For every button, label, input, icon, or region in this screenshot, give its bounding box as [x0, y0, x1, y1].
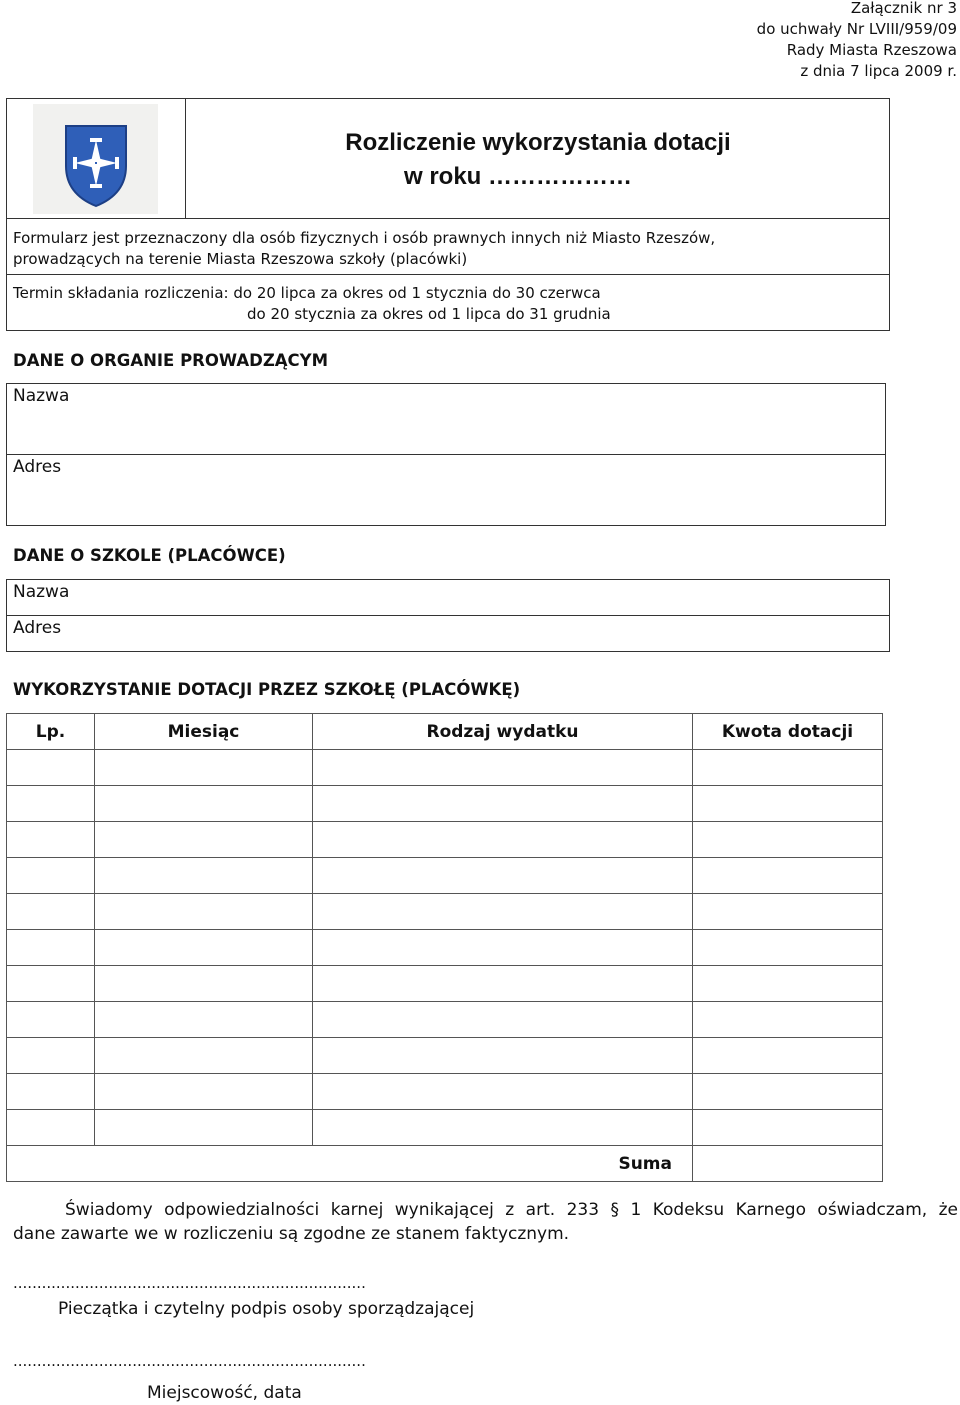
sum-label: Suma: [618, 1153, 672, 1174]
expense-type-cell[interactable]: [313, 1074, 693, 1110]
amount-cell[interactable]: [693, 858, 883, 894]
sum-amount-cell[interactable]: [693, 1146, 883, 1182]
table-row: [7, 822, 883, 858]
month-cell[interactable]: [95, 894, 313, 930]
rzeszow-crest-icon: [33, 104, 158, 214]
title-year-line: w roku ………………: [403, 163, 632, 190]
table-row: [7, 750, 883, 786]
expense-type-cell[interactable]: [313, 1110, 693, 1146]
table-body: [7, 750, 883, 1146]
month-cell[interactable]: [95, 858, 313, 894]
purpose-text: [13, 228, 883, 270]
table-row: [7, 966, 883, 1002]
lp-cell[interactable]: [7, 1074, 95, 1110]
amount-cell[interactable]: [693, 966, 883, 1002]
lp-cell[interactable]: [7, 930, 95, 966]
amount-cell[interactable]: [693, 930, 883, 966]
title-line: Rozliczenie wykorzystania dotacji: [345, 129, 731, 156]
expense-type-cell[interactable]: [313, 786, 693, 822]
purpose-line: Formularz jest przeznaczony dla osób fizycznych i osób prawnych innych niż Miasto Rzeszów,: [13, 229, 716, 247]
column-header-lp: Lp.: [7, 714, 95, 750]
expense-type-cell[interactable]: [313, 894, 693, 930]
table-row: [7, 894, 883, 930]
field-divider: [6, 615, 890, 616]
school-name-label: Nazwa: [13, 582, 70, 602]
month-cell[interactable]: [95, 1038, 313, 1074]
expense-type-cell[interactable]: [313, 966, 693, 1002]
expense-type-cell[interactable]: [313, 1002, 693, 1038]
annex-line: do uchwały Nr LVIII/959/09: [756, 20, 957, 38]
table-row: [7, 930, 883, 966]
month-cell[interactable]: [95, 1110, 313, 1146]
sum-row: [7, 1146, 883, 1182]
amount-cell[interactable]: [693, 1110, 883, 1146]
lp-cell[interactable]: [7, 1110, 95, 1146]
expense-type-cell[interactable]: [313, 930, 693, 966]
month-cell[interactable]: [95, 1002, 313, 1038]
place-date-dots[interactable]: ..........................................................................: [13, 1352, 366, 1370]
table-row: [7, 786, 883, 822]
operator-address-field[interactable]: [90, 457, 880, 521]
school-address-label: Adres: [13, 618, 62, 638]
operator-name-field[interactable]: [90, 386, 880, 450]
lp-cell[interactable]: [7, 786, 95, 822]
section-heading-usage: WYKORZYSTANIE DOTACJI PRZEZ SZKOŁĘ (PLACÓWKĘ): [13, 680, 521, 699]
month-cell[interactable]: [95, 930, 313, 966]
deadline-text: [13, 283, 883, 325]
column-header-month: Miesiąc: [95, 714, 313, 750]
expense-type-cell[interactable]: [313, 822, 693, 858]
lp-cell[interactable]: [7, 858, 95, 894]
month-cell[interactable]: [95, 822, 313, 858]
signature-label: Pieczątka i czytelny podpis osoby sporządzającej: [58, 1299, 475, 1319]
place-date-label: Miejscowość, data: [147, 1383, 302, 1403]
header-divider: [6, 218, 890, 219]
form-title: [186, 126, 890, 194]
deadline-line: do 20 stycznia za okres od 1 lipca do 31 grudnia: [247, 305, 611, 323]
month-cell[interactable]: [95, 786, 313, 822]
operator-address-label: Adres: [13, 457, 62, 477]
table-row: [7, 858, 883, 894]
deadline-line: Termin składania rozliczenia: do 20 lipca za okres od 1 stycznia do 30 czerwca: [13, 284, 601, 302]
amount-cell[interactable]: [693, 1002, 883, 1038]
declaration-line: Świadomy odpowiedzialności karnej wynikającej z art. 233 § 1 Kodeksu Karnego oświadczam, że: [65, 1200, 958, 1220]
sum-label-cell: [7, 1146, 693, 1182]
lp-cell[interactable]: [7, 822, 95, 858]
field-divider: [6, 454, 886, 455]
lp-cell[interactable]: [7, 1038, 95, 1074]
amount-cell[interactable]: [693, 1074, 883, 1110]
lp-cell[interactable]: [7, 894, 95, 930]
section-heading-school: DANE O SZKOLE (PLACÓWCE): [13, 546, 286, 565]
amount-cell[interactable]: [693, 750, 883, 786]
expense-type-cell[interactable]: [313, 750, 693, 786]
amount-cell[interactable]: [693, 1038, 883, 1074]
month-cell[interactable]: [95, 750, 313, 786]
month-cell[interactable]: [95, 966, 313, 1002]
column-header-expense-type: Rodzaj wydatku: [313, 714, 693, 750]
operator-name-label: Nazwa: [13, 386, 70, 406]
table-row: [7, 1074, 883, 1110]
lp-cell[interactable]: [7, 750, 95, 786]
amount-cell[interactable]: [693, 822, 883, 858]
table-row: [7, 1110, 883, 1146]
month-cell[interactable]: [95, 1074, 313, 1110]
annex-line: z dnia 7 lipca 2009 r.: [800, 62, 957, 80]
declaration-line: dane zawarte we w rozliczeniu są zgodne ze stanem faktycznym.: [13, 1223, 570, 1244]
school-address-field[interactable]: [90, 617, 885, 649]
column-header-amount: Kwota dotacji: [693, 714, 883, 750]
expense-type-cell[interactable]: [313, 858, 693, 894]
table-row: [7, 1038, 883, 1074]
header-divider: [6, 274, 890, 275]
table-header-row: [7, 714, 883, 750]
purpose-line: prowadzących na terenie Miasta Rzeszowa szkoły (placówki): [13, 250, 468, 268]
expense-type-cell[interactable]: [313, 1038, 693, 1074]
amount-cell[interactable]: [693, 894, 883, 930]
annex-line: Rady Miasta Rzeszowa: [786, 41, 957, 59]
table-row: [7, 1002, 883, 1038]
annex-line: Załącznik nr 3: [850, 0, 957, 17]
school-name-field[interactable]: [90, 581, 885, 613]
signature-dots[interactable]: ..........................................................................: [13, 1274, 366, 1292]
lp-cell[interactable]: [7, 1002, 95, 1038]
section-heading-operator: DANE O ORGANIE PROWADZĄCYM: [13, 351, 329, 370]
declaration: [13, 1199, 958, 1246]
lp-cell[interactable]: [7, 966, 95, 1002]
annex-note: [757, 0, 957, 82]
expense-table: [6, 713, 883, 1182]
amount-cell[interactable]: [693, 786, 883, 822]
